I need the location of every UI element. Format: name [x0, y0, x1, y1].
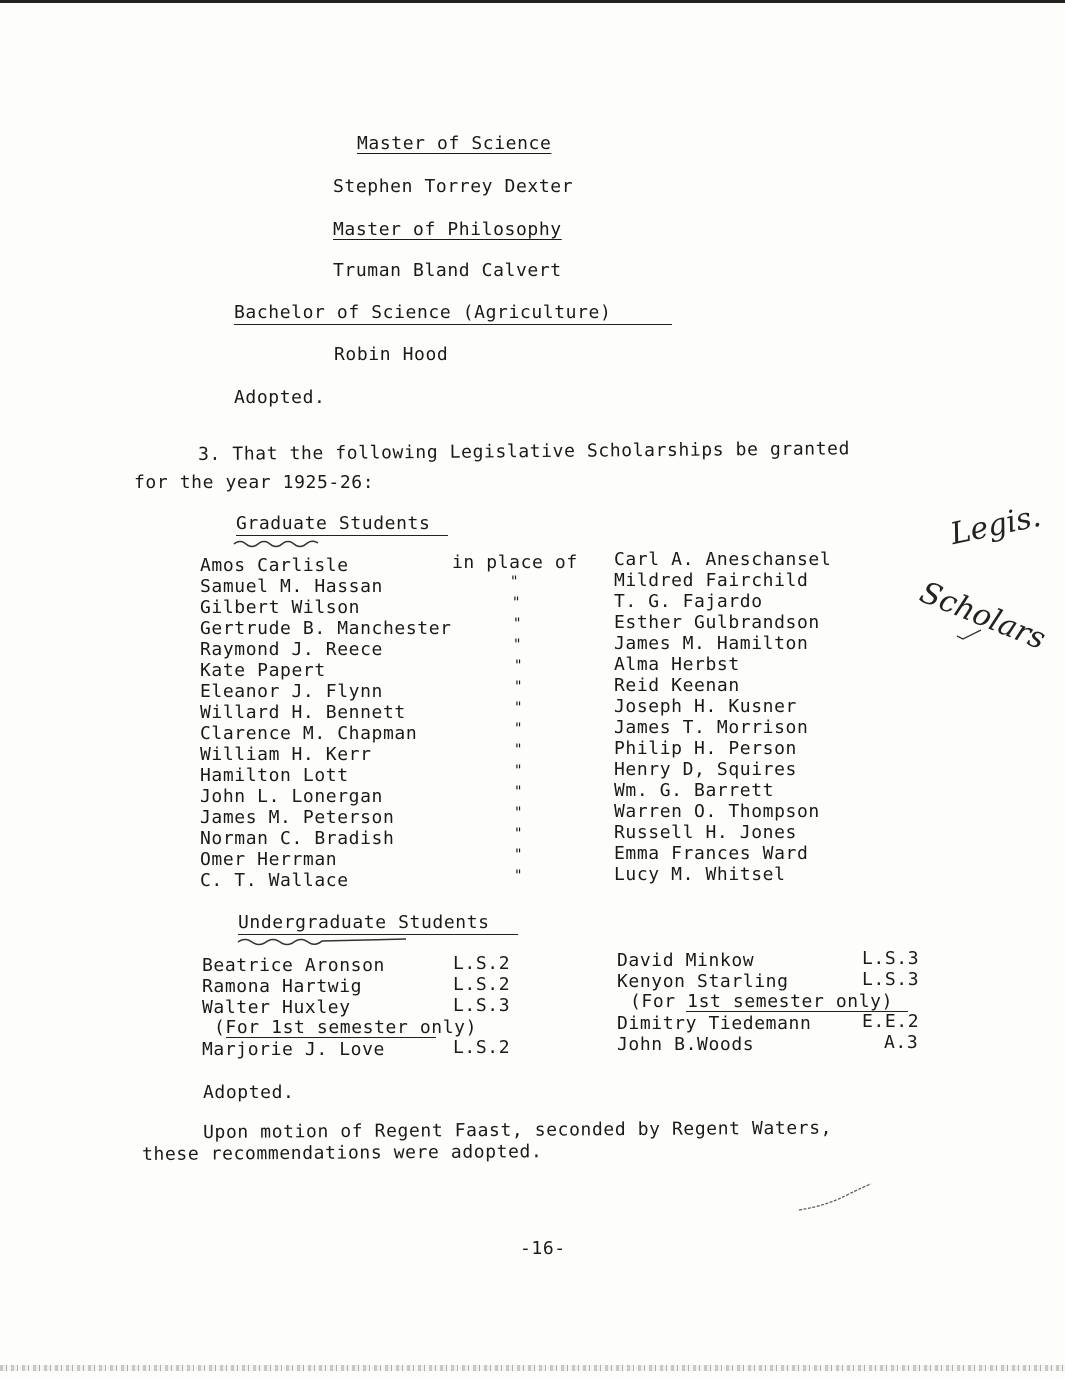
ditto-mark: " — [514, 679, 524, 695]
undergrad-code: L.S.3 — [453, 995, 511, 1016]
graduate-row-replacement: Mildred Fairchild — [614, 570, 809, 591]
graduate-row-replacement: T. G. Fajardo — [614, 591, 763, 612]
graduate-row-replacement: Carl A. Aneschansel — [614, 549, 832, 570]
graduate-row-replacement: Reid Keenan — [614, 675, 740, 696]
graduate-heading-underline — [236, 535, 448, 536]
graduate-row-replacement: Emma Frances Ward — [614, 843, 809, 864]
graduate-row-replacement: James T. Morrison — [614, 717, 809, 738]
degree-heading-ms: Master of Science — [357, 133, 552, 154]
ditto-mark: " — [514, 700, 524, 716]
graduate-row-replacement: Joseph H. Kusner — [614, 696, 797, 717]
margin-note-line1: Legis. — [947, 498, 1045, 553]
undergrad-name: Dimitry Tiedemann — [617, 1013, 812, 1034]
undergrad-code: L.S.3 — [862, 948, 920, 969]
undergrad-code: L.S.2 — [453, 953, 511, 974]
graduate-row-name: Samuel M. Hassan — [200, 576, 383, 597]
ditto-mark: " — [514, 742, 524, 758]
page-number: -16- — [520, 1238, 566, 1259]
ditto-mark: " — [513, 616, 523, 632]
undergraduate-heading: Undergraduate Students — [238, 912, 490, 933]
graduate-row-name: Amos Carlisle — [200, 555, 349, 576]
graduate-row-name: Gilbert Wilson — [200, 597, 361, 618]
ditto-mark: " — [514, 763, 524, 779]
graduate-row-name: Eleanor J. Flynn — [200, 681, 383, 702]
graduate-row-name: Clarence M. Chapman — [200, 723, 418, 744]
degree-heading-bs-agriculture: Bachelor of Science (Agriculture) — [234, 302, 612, 323]
degree-heading-mphil: Master of Philosophy — [333, 219, 562, 240]
graduate-row-name: Gertrude B. Manchester — [200, 618, 452, 639]
graduate-row-name: James M. Peterson — [200, 807, 395, 828]
check-mark — [955, 626, 985, 642]
graduate-row-name: Hamilton Lott — [200, 765, 349, 786]
ditto-mark: " — [513, 637, 523, 653]
graduate-row-name: Norman C. Bradish — [200, 828, 395, 849]
graduate-row-replacement: Henry D, Squires — [614, 759, 797, 780]
ditto-mark: " — [514, 721, 524, 737]
graduate-row-name: John L. Lonergan — [200, 786, 383, 807]
ditto-mark: " — [512, 595, 522, 611]
page-top-border — [0, 0, 1065, 3]
graduate-row-replacement: Wm. G. Barrett — [614, 780, 775, 801]
item3-line2: for the year 1925-26: — [134, 472, 375, 493]
graduate-row-replacement: Russell H. Jones — [614, 822, 797, 843]
adopted-text: Adopted. — [234, 387, 326, 408]
graduate-squiggle-mark — [232, 538, 322, 548]
semester-note-underline — [226, 1037, 436, 1038]
undergrad-name: David Minkow — [617, 950, 755, 971]
item3-line1: 3. That the following Legislative Scholarships be granted — [197, 438, 851, 465]
ditto-mark: " — [514, 805, 524, 821]
ditto-mark: " — [514, 658, 524, 674]
ditto-mark: " — [514, 868, 524, 884]
ditto-mark: " — [514, 826, 524, 842]
undergrad-name: Kenyon Starling — [617, 971, 789, 992]
graduate-row-name: Kate Papert — [200, 660, 326, 681]
motion-line1: Upon motion of Regent Faast, seconded by Regent Waters, — [202, 1117, 833, 1143]
graduate-row-replacement: James M. Hamilton — [614, 633, 809, 654]
graduate-row-name: C. T. Wallace — [200, 870, 349, 891]
undergrad-code: A.3 — [884, 1032, 919, 1053]
undergraduate-squiggle-mark — [236, 936, 408, 946]
graduate-row-name: Raymond J. Reece — [200, 639, 383, 660]
ditto-mark: " — [510, 574, 520, 590]
graduate-row-name: Omer Herrman — [200, 849, 338, 870]
graduate-row-replacement: Esther Gulbrandson — [614, 612, 820, 633]
adopted-text: Adopted. — [203, 1082, 295, 1103]
page-bottom-scan-edge — [0, 1365, 1065, 1371]
undergrad-note: (For 1st semester only) — [630, 991, 894, 1012]
pencil-stroke-mark — [795, 1180, 875, 1216]
undergrad-name: Beatrice Aronson — [202, 955, 385, 976]
graduate-row-replacement: Lucy M. Whitsel — [614, 864, 786, 885]
graduate-row-name: William H. Kerr — [200, 744, 372, 765]
undergrad-name: Ramona Hartwig — [202, 976, 363, 997]
in-place-of-label: in place of — [452, 552, 578, 573]
undergrad-note: (For 1st semester only) — [214, 1017, 478, 1038]
ditto-mark: " — [514, 847, 524, 863]
graduate-row-name: Willard H. Bennett — [200, 702, 406, 723]
graduate-heading: Graduate Students — [236, 513, 431, 534]
ditto-mark: " — [514, 784, 524, 800]
margin-note-line2: Scholars — [914, 575, 1051, 657]
undergrad-code: L.S.3 — [862, 969, 920, 990]
degree-recipient-mphil: Truman Bland Calvert — [333, 260, 562, 281]
graduate-row-replacement: Alma Herbst — [614, 654, 740, 675]
undergrad-code: E.E.2 — [862, 1011, 920, 1032]
undergrad-code: L.S.2 — [453, 1037, 511, 1058]
undergrad-name: John B.Woods — [617, 1034, 755, 1055]
undergrad-name: Marjorie J. Love — [202, 1039, 385, 1060]
degree-recipient-bs: Robin Hood — [334, 344, 449, 365]
graduate-row-replacement: Philip H. Person — [614, 738, 797, 759]
undergrad-name: Walter Huxley — [202, 997, 351, 1018]
bs-heading-underline — [234, 324, 672, 325]
graduate-row-replacement: Warren O. Thompson — [614, 801, 820, 822]
undergraduate-heading-underline — [238, 934, 518, 935]
motion-line2: these recommendations were adopted. — [141, 1141, 543, 1165]
degree-recipient-ms: Stephen Torrey Dexter — [333, 176, 574, 197]
undergrad-code: L.S.2 — [453, 974, 511, 995]
